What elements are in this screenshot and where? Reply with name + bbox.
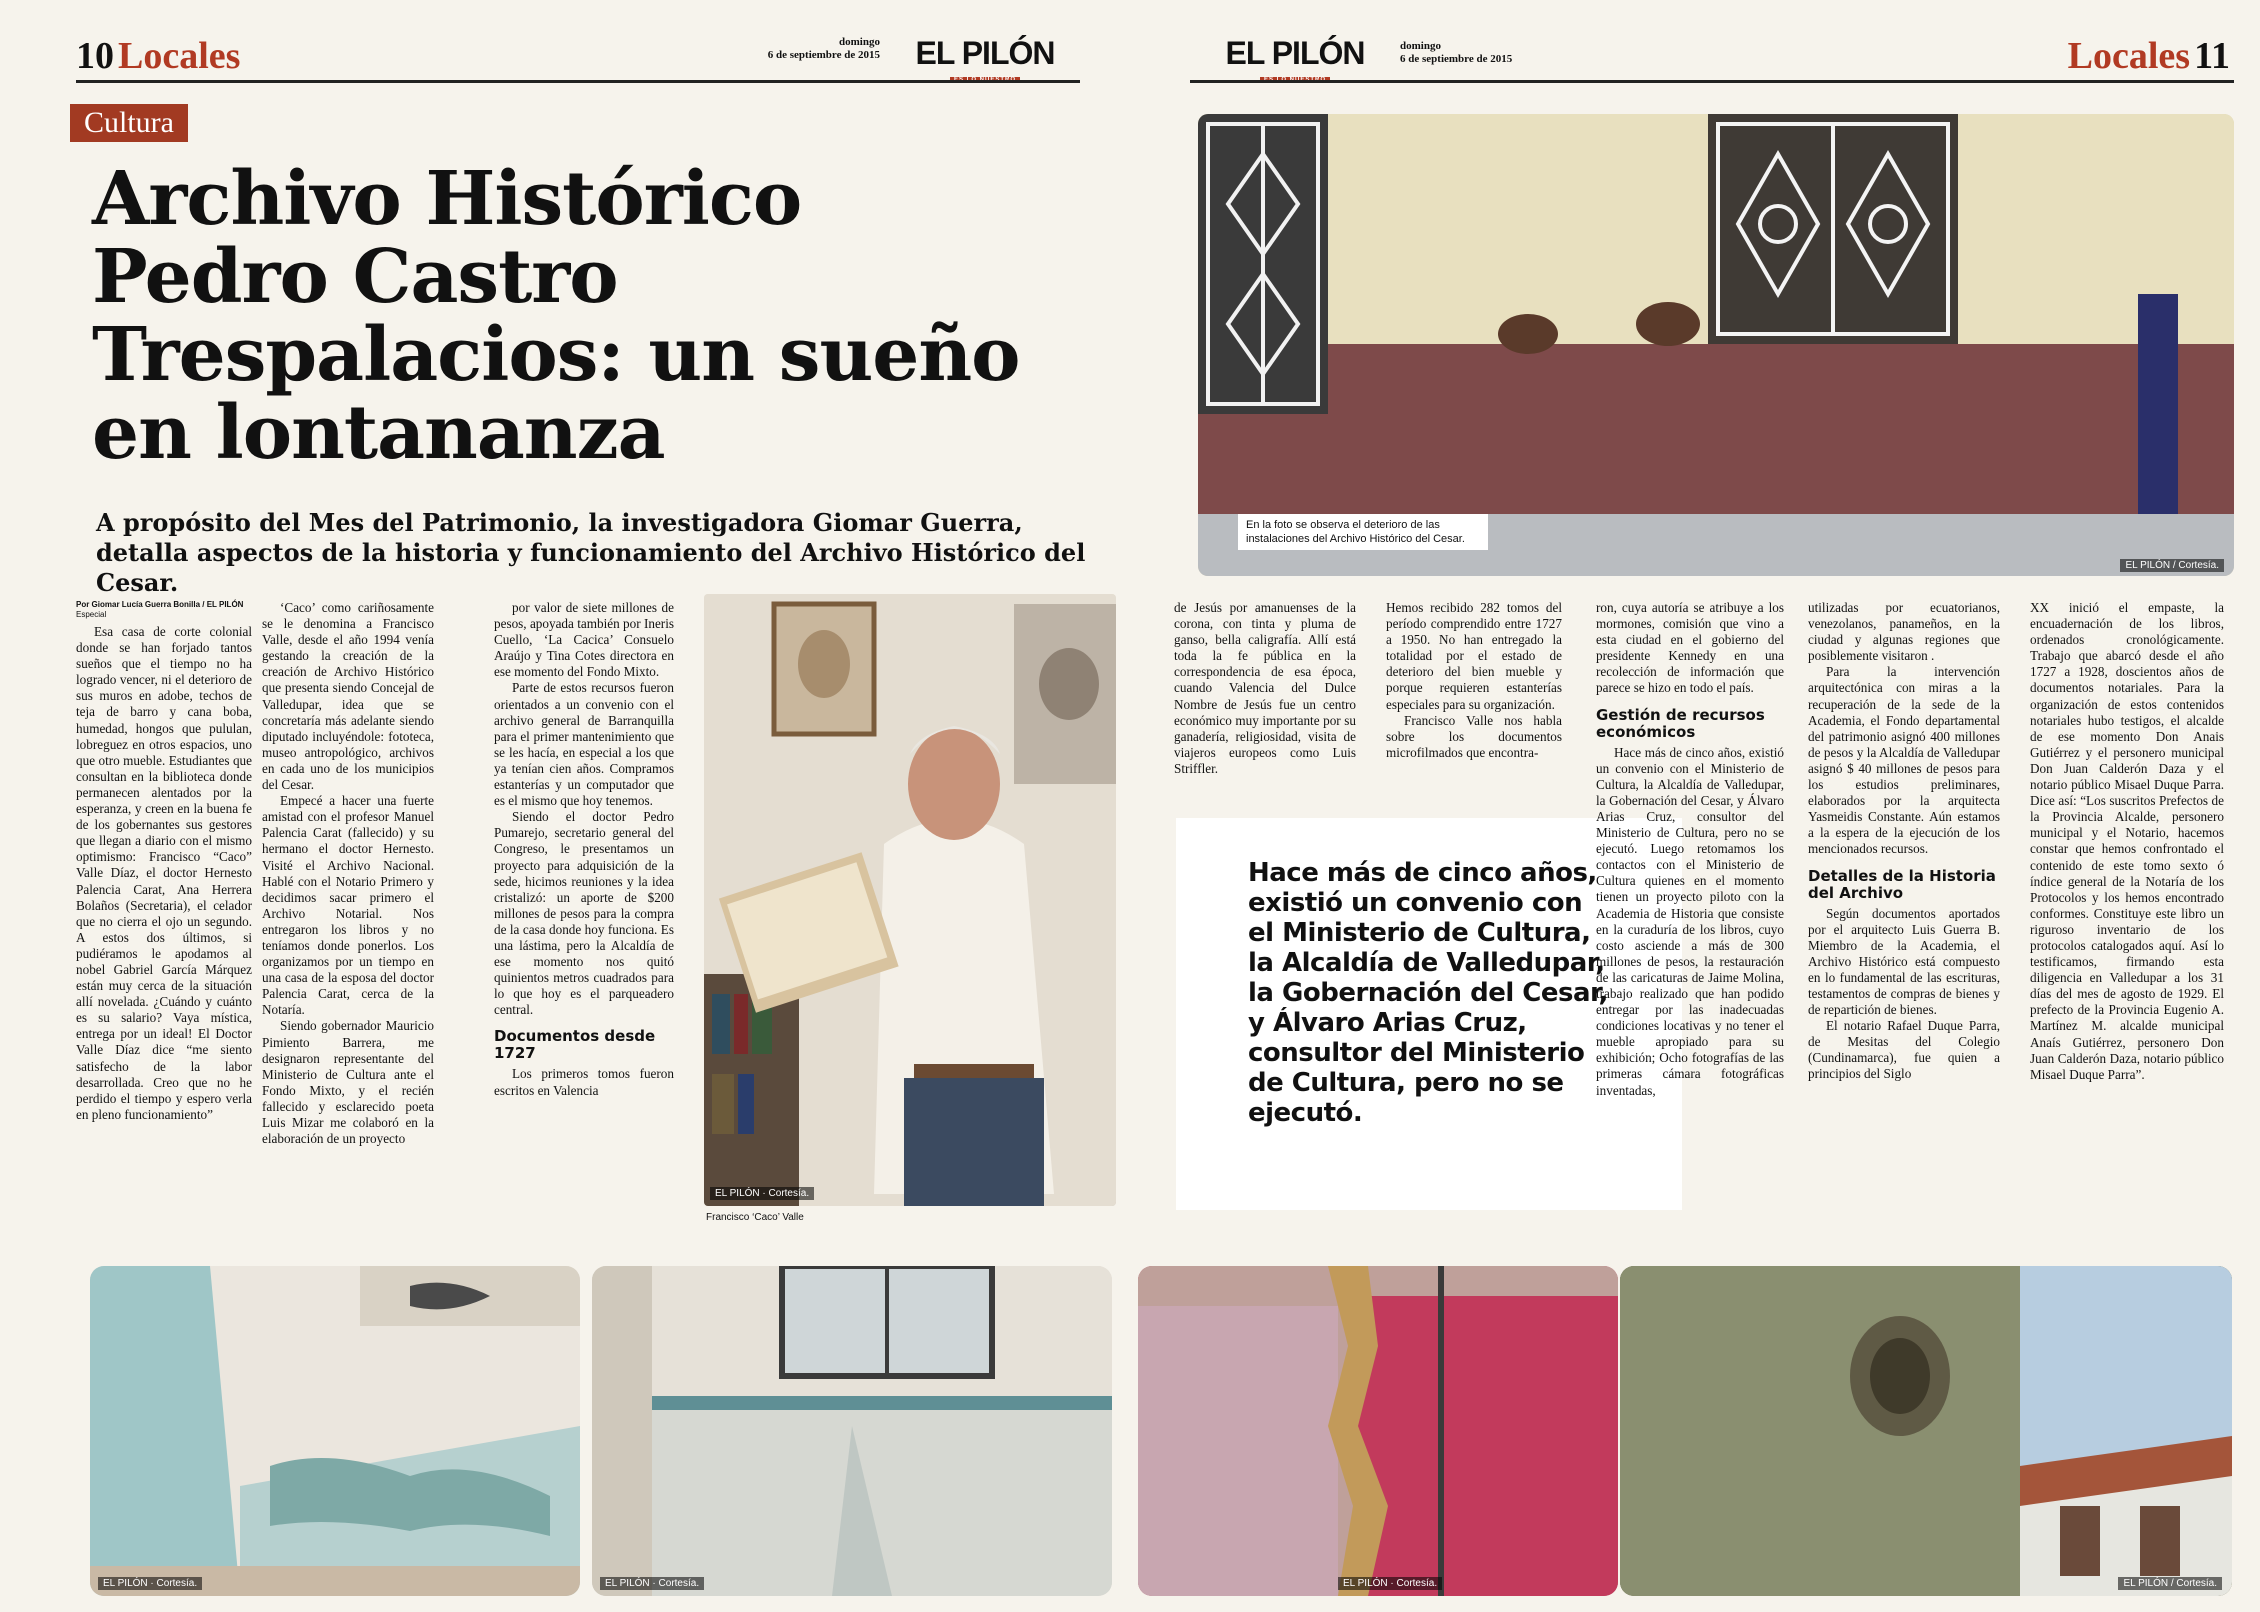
deck: A propósito del Mes del Patrimonio, la investigadora Giomar Guerra, detalla aspectos de la historia y funcionamiento del Archivo Histórico del Cesar. (96, 508, 1086, 597)
date-block (1400, 40, 1560, 66)
right-page-header (1970, 34, 2230, 82)
paragraph: Parte de estos recursos fueron orientados a un convenio con el archivo general de Barranquilla para el primer mantenimiento que se les hacía, en especial a los que ya tenían cien años. Compramos estanterías y un computador que es el mismo que hoy tenemos. (494, 680, 674, 809)
date-weekday: domingo (1400, 40, 1441, 52)
page-number: 11 (2194, 35, 2230, 77)
article-column-3 (1596, 600, 1784, 1099)
article-column-2 (262, 600, 434, 1147)
paragraph: ‘Caco’ como cariñosamente se le denomina a Francisco Valle, desde el año 1994 venía gestando la creación de la creación de Archivo Histórico que presenta siendo Concejal de Valledupar, idea que se concretaría más adelante siendo diputado incluyéndole: fototeca, museo antropológico, archivos en cada uno de los municipios del Cesar. (262, 600, 434, 793)
paragraph: Siendo el doctor Pedro Pumarejo, secretario general del Congreso, le presentamos un proyecto para adquisición de la sede, hicimos reuniones y la idea cristalizó: un aporte de $200 millones de pesos para la compra de la casa donde hoy funciona. Es una lástima, pero la Alcaldía de ese momento nos quitó quinientos metros cuadrados para lo que hoy es el parqueadero central. (494, 809, 674, 1018)
date-block (740, 36, 880, 62)
headline (92, 156, 1112, 476)
date-full: 6 de septiembre de 2015 (1400, 53, 1513, 65)
section-name: Locales (2067, 35, 2191, 77)
section-kicker: Cultura (70, 104, 188, 142)
article-column-4 (1808, 600, 2000, 1083)
paragraph: Siendo gobernador Mauricio Pimiento Barrera, me designaron representante del Ministerio de Cultura ante el Fondo Mixto, y el recién fallecido y esclarecido poeta Luis Mizar me colaboró en la elaboración de un proyecto (262, 1018, 434, 1147)
paragraph: Los primeros tomos fueron escritos en Valencia (494, 1066, 674, 1098)
header-rule (76, 80, 1080, 83)
bottom-photo-wall-damage (90, 1266, 580, 1596)
bottom-photo-cracked-wall (1138, 1266, 1618, 1596)
portrait-photo-illustration (704, 594, 1116, 1206)
byline (76, 600, 251, 620)
top-photo-facade-illustration (1198, 114, 2234, 576)
paragraph: ron, cuya autoría se atribuye a los mormones, comisión que vino a esta ciudad en el gobierno del presidente Kennedy en una recolección de información que parece se hizo en todo el país. (1596, 600, 1784, 696)
page-number: 10 (76, 35, 114, 77)
subhead: Documentos desde 1727 (494, 1027, 656, 1063)
headline-line: Pedro Castro (92, 234, 618, 320)
bottom-photo-cracked-wall-illustration (1138, 1266, 1618, 1596)
paragraph: Hace más de cinco años, existió un convenio con el Ministerio de Cultura, la Alcaldía de Valledupar, la Gobernación del Cesar, y Álvaro Arias Cruz, consultor del Ministerio de Cultura, pero no se ejecutó. Luego retomamos los contactos con el Ministerio de Cultura quienes en el momento tienen un proyecto piloto con la Academia de Historia que consiste en la curaduría de los libros, cuyo costo asciende a más de 300 millones de pesos, la restauración de las caricaturas de Jaime Molina, trabajo realizado que han podido entregar por las inadecuadas condiciones locativas y no tener el mueble apropiado para su exhibición; Ocho fotografías de las primeras cámara fotográficas inventadas, (1596, 744, 1784, 1098)
bottom-photo-wall-damage-illustration (90, 1266, 580, 1596)
masthead-logo (890, 35, 1080, 86)
date-weekday: domingo (839, 36, 880, 48)
bottom-photo-street (1620, 1266, 2232, 1596)
paragraph: Hemos recibido 282 tomos del período comprendido entre 1727 a 1950. No han entregado la totalidad por el estado de deterioro del bien mueble y porque requieren estanterías especiales para su organización. (1386, 600, 1562, 712)
paragraph: Francisco Valle nos habla sobre los documentos microfilmados que encontra- (1386, 712, 1562, 760)
paragraph: por valor de siete millones de pesos, apoyada también por Ineris Cuello, ‘La Cacica’ Consuelo Araújo y Tina Cotes directora en ese momento del Fondo Mixto. (494, 600, 674, 680)
article-column-3 (494, 600, 674, 1099)
photo-credit: EL PILÓN · Cortesía. (600, 1577, 704, 1590)
section-name: Locales (118, 35, 241, 77)
logo-text: EL PILÓN (1225, 35, 1365, 71)
paragraph: Empecé a hacer una fuerte amistad con el profesor Manuel Palencia Carat (fallecido) y su hermano el doctor Hernesto. Visité el Archivo Nacional. Hablé con el Notario Primero y decidimos sacar primero el Archivo Notarial. Nos entregaron los libros y no teníamos donde ponerlos. Los organizamos por un tiempo en una casa de la esposa del doctor Palencia Carat, cerca de la Notaría. (262, 793, 434, 1018)
pull-quote: Hace más de cinco años, existió un convenio con el Ministerio de Cultura, la Alcaldía de Valledupar, la Gobernación del Cesar, y Álvaro Arias Cruz, consultor del Ministerio de Cultura, pero no se ejecutó. (1248, 858, 1608, 1128)
photo-credit: EL PILÓN / Cortesía. (2120, 559, 2224, 572)
photo-credit: EL PILÓN / Cortesía. (2118, 1577, 2222, 1590)
paragraph: Para la intervención arquitectónica con miras a la recuperación de la sede de la Academia, el Fondo departamental del patrimonio asignó 400 millones de pesos y la Alcaldía de Valledupar asignó $ 40 millones de pesos para los estudios preliminares, elaborados por la arquitecta Yasmeidis Constante. Aún estamos a la espera de la ejecución de los mencionados recursos. (1808, 664, 2000, 857)
masthead-logo (1200, 35, 1390, 86)
headline-line: Trespalacios: un sueño (92, 312, 1020, 398)
photo-caption: Francisco ‘Caco’ Valle (706, 1212, 804, 1223)
top-photo-facade (1198, 114, 2234, 576)
article-column-5 (2030, 600, 2224, 1083)
photo-credit: EL PILÓN · Cortesía. (98, 1577, 202, 1590)
article-column-1 (76, 624, 252, 1123)
paragraph: Esa casa de corte colonial donde se han forjado tantos sueños que el tiempo no ha logrado vencer, ni el deterioro de sus muros en adobe, techos de teja de barro y cana boba, humedad, hongos que pululan, lobreguez en otros espacios, uno que otro mueble. Estudiantes que consultan en la biblioteca donde permanecen alentados por la esperanza, y creen en la buena fe de los gobernantes sus gestores que llegan a diario con el mismo optimismo: Francisco “Caco” Valle Díaz, el doctor Hernesto Palencia Carat, Ana Herrera Bolaños (Secretaria), el celador que no cierra el ojo un segundo. A estos dos últimos, si pudiéramos le apodamos al nobel Gabriel García Márquez están muy cerca de la situación allí novelada. ¿Cuándo y cuánto es su salario? Vaya mística, entrega por un ideal! El Doctor Valle Díaz dice “me siento satisfecho de la labor desarrollada. Creo que no he perdido el tiempo y espero verla en pleno funcionamiento” (76, 624, 252, 1122)
bottom-photo-window-wall-illustration (592, 1266, 1112, 1596)
paragraph: de Jesús por amanuenses de la corona, con tinta y pluma de ganso, bella caligrafía. Allí está toda la fe pública en la correspondencia de esa época, cuando Valencia del Dulce Nombre de Jesús fue un centro económico muy importante por su ganadería, religiosidad, visita de viajeros europeos como Luis Striffler. (1174, 600, 1356, 776)
paragraph: El notario Rafael Duque Parra, de Mesitas del Colegio (Cundinamarca), fue quien a principios del Siglo (1808, 1018, 2000, 1082)
photo-credit: EL PILÓN · Cortesía. (710, 1187, 814, 1200)
portrait-photo (704, 594, 1116, 1206)
logo-text: EL PILÓN (915, 35, 1055, 71)
photo-caption: En la foto se observa el deterioro de las instalaciones del Archivo Histórico del Cesar. (1238, 514, 1488, 550)
byline-author: Por Giomar Lucía Guerra Bonilla / EL PILÓN (76, 600, 244, 609)
article-column-1 (1174, 600, 1356, 777)
header-rule (1190, 80, 2234, 83)
headline-line: en lontananza (92, 390, 665, 476)
bottom-photo-window-wall (592, 1266, 1112, 1596)
date-full: 6 de septiembre de 2015 (767, 49, 880, 61)
left-page-header (76, 34, 336, 82)
subhead: Detalles de la Historia del Archivo (1808, 866, 1996, 902)
right-page (1130, 0, 2260, 1612)
paragraph: utilizadas por ecuatorianos, venezolanos, panameños, en la ciudad y algunas regiones que posiblemente visitaron . (1808, 600, 2000, 664)
subhead: Gestión de recursos económicos (1596, 705, 1765, 741)
article-column-2 (1386, 600, 1562, 761)
paragraph: XX inició el empaste, la encuadernación de los libros, ordenados cronológicamente. Trabajo que abarcó desde el año 1727 a 1928, doscientos años de documentos notariales. Para la organización de estos contenidos notariales hubo testigos, el alcalde de ese momento Don Anais Gutiérrez y el personero municipal Don Juan Calderón Daza y el notario público Misael Duque Parra. Dice así: “Los suscritos Prefectos de la Provincia Alcalde, personero municipal y el Notario, hacemos constar que hemos confrontado el contenido de este tomo sexto ó índice general de la Notaría de los Protocolos y los hemos encontrado conformes. Constituye este libro un riguroso inventario de los protocolos catalogados aquí. Así lo testificamos, firmando esta diligencia en Valledupar a los 31 días del mes de agosto de 1929. El prefecto de la Provincia Eugenio A. Martínez M. alcalde municipal Anaís Gutiérrez, personero Don Juan Calderón Daza, notario público Misael Duque Parra”. (2030, 600, 2224, 1082)
byline-role: Especial (76, 610, 107, 619)
headline-line: Archivo Histórico (92, 156, 802, 242)
bottom-photo-street-illustration (1620, 1266, 2232, 1596)
paragraph: Según documentos aportados por el arquitecto Luis Guerra B. Miembro de la Academia, el Archivo Histórico está compuesto en lo fundamental de las escrituras, testamentos de compras de bienes y de repartición de bienes. (1808, 905, 2000, 1018)
photo-credit: EL PILÓN · Cortesía. (1338, 1577, 1442, 1590)
